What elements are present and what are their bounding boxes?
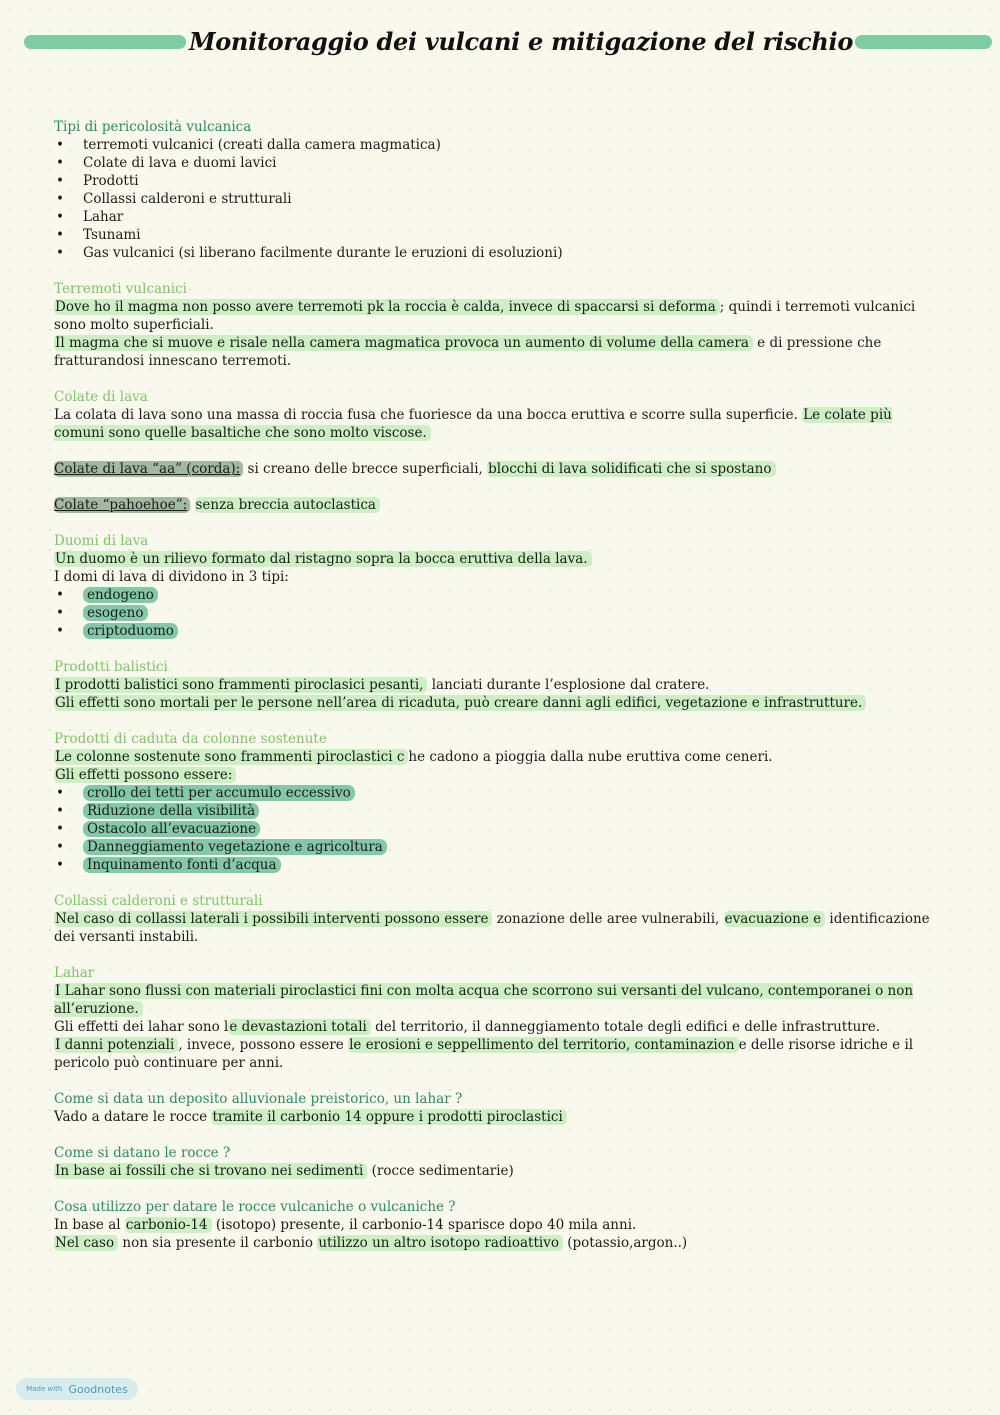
text: , invece, possono essere (178, 1037, 349, 1053)
list-item (54, 802, 934, 820)
paragraph (54, 748, 934, 766)
section-terremoti (54, 280, 934, 370)
highlight: Inquinamento fonti d’acqua (83, 857, 281, 873)
paragraph: I domi di lava di dividono in 3 tipi: (54, 569, 289, 585)
highlight: Dove ho il magma non posso avere terremoti pk la roccia è calda, invece di spaccarsi si deforma (54, 299, 720, 315)
highlight: criptoduomo (83, 623, 178, 639)
highlight: Le colonne sostenute sono frammenti piroclastici c (54, 749, 408, 765)
list-item: • Collassi calderoni e strutturali (54, 190, 934, 208)
paragraph (54, 910, 934, 946)
section-balistici (54, 658, 934, 712)
highlight: Nel caso (54, 1235, 118, 1251)
section-heading: Tipi di pericolosità vulcanica (54, 119, 252, 135)
paragraph (54, 1018, 934, 1036)
text: e di pressione che fratturandosi innescano terremoti. (54, 335, 882, 369)
section-caduta (54, 730, 934, 874)
highlight: Riduzione della visibilità (83, 803, 259, 819)
list-item (54, 604, 934, 622)
highlight: esogeno (83, 605, 148, 621)
section-heading: Prodotti balistici (54, 659, 168, 675)
list-item: • Gas vulcanici (si liberano facilmente durante le eruzioni di esoluzioni) (54, 244, 934, 262)
paragraph (54, 676, 934, 694)
highlight: tramite il carbonio 14 oppure i prodotti piroclastici (211, 1109, 566, 1125)
badge-brand: Goodnotes (68, 1382, 128, 1396)
title-decoration-left (24, 35, 186, 49)
text: identificazione dei versanti instabili. (54, 911, 930, 945)
highlight: I prodotti balistici sono frammenti piroclasici pesanti, (54, 677, 427, 693)
highlight: I Lahar sono flussi con materiali piroclastici fini con molta acqua che scorrono sui versanti del vulcano, contemporanei o non all’eruzione. (54, 983, 914, 1017)
highlight: evacuazione e (724, 911, 826, 927)
term-label: Colate di lava “aa” (corda): (54, 461, 243, 477)
text: si creano delle brecce superficiali, (243, 461, 488, 477)
text: ; quindi i terremoti vulcanici sono molto superficiali. (54, 299, 916, 333)
note-content (54, 118, 934, 1270)
paragraph (54, 550, 934, 568)
text: (potassio,argon..) (562, 1235, 688, 1251)
paragraph (54, 766, 934, 784)
section-duomi (54, 532, 934, 640)
list-item (54, 586, 934, 604)
goodnotes-badge (16, 1378, 138, 1400)
list-item: • terremoti vulcanici (creati dalla camera magmatica) (54, 136, 934, 154)
section-heading: Collassi calderoni e strutturali (54, 893, 263, 909)
paragraph (54, 982, 934, 1018)
paragraph (54, 496, 934, 514)
highlight: Danneggiamento vegetazione e agricoltura (83, 839, 387, 855)
paragraph (54, 298, 934, 334)
question-heading: Come si datano le rocce ? (54, 1145, 231, 1161)
text: lanciati durante l’esplosione dal cratere. (427, 677, 710, 693)
question-heading: Cosa utilizzo per datare le rocce vulcaniche o vulcaniche ? (54, 1199, 456, 1215)
paragraph (54, 694, 934, 712)
bullet-list (54, 586, 934, 640)
paragraph (54, 460, 934, 478)
page-title: Monitoraggio dei vulcani e mitigazione del rischio (188, 27, 854, 56)
text: Vado a datare le rocce (54, 1109, 212, 1125)
highlight: e devastazioni totali (228, 1019, 371, 1035)
section-heading: Terremoti vulcanici (54, 281, 187, 297)
section-heading: Colate di lava (54, 389, 148, 405)
list-item (54, 622, 934, 640)
section-question-vulcaniche (54, 1198, 934, 1252)
list-item (54, 838, 934, 856)
text: he cadono a pioggia dalla nube eruttiva come ceneri. (408, 749, 773, 765)
highlight: crollo dei tetti per accumulo eccessivo (83, 785, 355, 801)
text: zonazione delle aree vulnerabili, (492, 911, 724, 927)
section-colate (54, 388, 934, 514)
answer (54, 1162, 934, 1180)
section-question-rocce (54, 1144, 934, 1180)
answer (54, 1234, 934, 1252)
list-item: • Lahar (54, 208, 934, 226)
highlight: Il magma che si muove e risale nella camera magmatica provoca un aumento di volume della camera (54, 335, 753, 351)
text: non sia presente il carbonio (118, 1235, 318, 1251)
highlight: le erosioni e seppellimento del territorio, contaminazion (348, 1037, 738, 1053)
list-item (54, 820, 934, 838)
text: In base al (54, 1217, 125, 1233)
text: La colata di lava sono una massa di roccia fusa che fuoriesce da una bocca eruttiva e scorre sulla superficie. (54, 407, 803, 423)
highlight: Ostacolo all’evacuazione (83, 821, 260, 837)
list-item: • Colate di lava e duomi lavici (54, 154, 934, 172)
section-collassi (54, 892, 934, 946)
text: Gli effetti dei lahar sono l (54, 1019, 229, 1035)
list-item (54, 856, 934, 874)
paragraph (54, 406, 934, 442)
highlight: In base ai fossili che si trovano nei sedimenti (54, 1163, 367, 1179)
highlight: Gli effetti sono mortali per le persone nell’area di ricaduta, può creare danni agli edifici, vegetazione e infrastrutture. (54, 695, 866, 711)
text: e delle risorse idriche e il pericolo può continuare per anni. (54, 1037, 914, 1071)
highlight: blocchi di lava solidificati che si spostano (487, 461, 775, 477)
bullet-list (54, 136, 934, 262)
section-heading: Prodotti di caduta da colonne sostenute (54, 731, 327, 747)
paragraph (54, 1036, 934, 1072)
paragraph (54, 334, 934, 370)
highlight: Le colate più comuni sono quelle basaltiche che sono molto viscose. (54, 407, 892, 441)
text: (isotopo) presente, il carbonio-14 sparisce dopo 40 mila anni. (211, 1217, 637, 1233)
highlight: endogeno (83, 587, 158, 603)
section-lahar (54, 964, 934, 1072)
badge-prefix: Made with (26, 1385, 63, 1393)
highlight: carbonio-14 (125, 1217, 212, 1233)
highlight: senza breccia autoclastica (195, 497, 380, 513)
title-decoration-right (855, 35, 992, 49)
highlight: Un duomo è un rilievo formato dal ristagno sopra la bocca eruttiva della lava. (54, 551, 592, 567)
text: del territorio, il danneggiamento totale degli edifici e delle infrastrutture. (370, 1019, 881, 1035)
highlight: utilizzo un altro isotopo radioattivo (317, 1235, 563, 1251)
list-item: • Prodotti (54, 172, 934, 190)
bullet-list (54, 784, 934, 874)
text: (rocce sedimentarie) (367, 1163, 514, 1179)
list-item: • Tsunami (54, 226, 934, 244)
list-item (54, 784, 934, 802)
answer (54, 1216, 934, 1234)
answer (54, 1108, 934, 1126)
section-tipi (54, 118, 934, 262)
term-label: Colate “pahoehoe”: (54, 497, 190, 513)
highlight: Gli effetti possono essere: (54, 767, 236, 783)
section-heading: Lahar (54, 965, 95, 981)
section-question-lahar (54, 1090, 934, 1126)
highlight: I danni potenziali (54, 1037, 178, 1053)
highlight: Nel caso di collassi laterali i possibili interventi possono essere (54, 911, 492, 927)
title-area (0, 22, 1000, 62)
question-heading: Come si data un deposito alluvionale preistorico, un lahar ? (54, 1091, 463, 1107)
section-heading: Duomi di lava (54, 533, 149, 549)
